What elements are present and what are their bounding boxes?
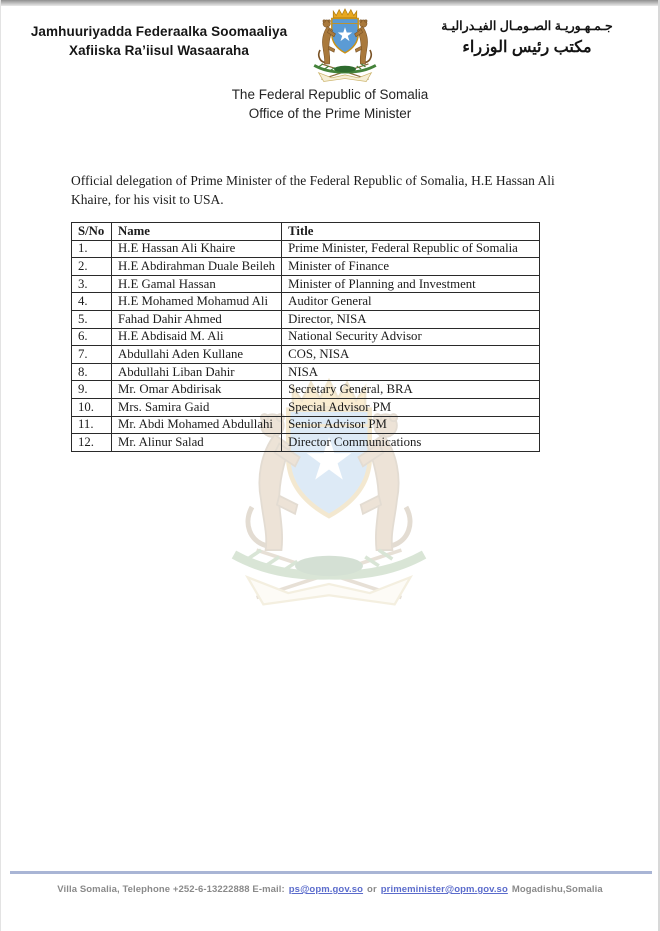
cell-name: Abdullahi Aden Kullane: [112, 346, 282, 364]
cell-title: Minister of Finance: [282, 258, 540, 276]
cell-sno: 11.: [72, 416, 112, 434]
footer-divider: [10, 871, 652, 874]
delegation-table-body: [72, 240, 540, 451]
table-row: [72, 275, 540, 293]
table-row: [72, 258, 540, 276]
photo-left-edge: [0, 0, 1, 931]
somali-title-line2: Xafiiska Ra’iisul Wasaaraha: [68, 43, 250, 58]
cell-name: H.E Abdisaid M. Ali: [112, 328, 282, 346]
table-row: [72, 328, 540, 346]
somalia-coat-of-arms-icon: [301, 8, 389, 89]
table-row: [72, 240, 540, 258]
cell-sno: 8.: [72, 363, 112, 381]
letterhead-somali-title: [28, 22, 290, 60]
header-sno: S/No: [72, 223, 112, 241]
cell-sno: 12.: [72, 434, 112, 452]
footer-contact-line: [0, 884, 660, 895]
photo-top-edge: [0, 0, 660, 6]
somali-title-line1: Jamhuuriyadda Federaalka Soomaaliya: [30, 24, 288, 39]
cell-title: Senior Advisor PM: [282, 416, 540, 434]
cell-name: Mr. Abdi Mohamed Abdullahi: [112, 416, 282, 434]
footer-email-link-pm[interactable]: primeminister@opm.gov.so: [380, 884, 508, 895]
table-row: [72, 398, 540, 416]
cell-sno: 6.: [72, 328, 112, 346]
table-row: [72, 310, 540, 328]
cell-sno: 1.: [72, 240, 112, 258]
cell-name: Fahad Dahir Ahmed: [112, 310, 282, 328]
cell-sno: 2.: [72, 258, 112, 276]
english-title-line1: The Federal Republic of Somalia: [231, 87, 429, 102]
cell-title: Minister of Planning and Investment: [282, 275, 540, 293]
table-row: [72, 416, 540, 434]
table-header-row: [72, 223, 540, 241]
cell-name: H.E Mohamed Mohamud Ali: [112, 293, 282, 311]
footer-text-mid: or: [367, 884, 377, 895]
cell-title: NISA: [282, 363, 540, 381]
cell-name: Mr. Omar Abdirisak: [112, 381, 282, 399]
cell-title: Auditor General: [282, 293, 540, 311]
cell-name: H.E Hassan Ali Khaire: [112, 240, 282, 258]
header-name: Name: [112, 223, 282, 241]
table-row: [72, 293, 540, 311]
cell-title: Special Advisor PM: [282, 398, 540, 416]
english-title-line2: Office of the Prime Minister: [248, 106, 412, 121]
arabic-title-line1: جـمـهـوريـة الصـومـال الفيـدراليـة: [441, 19, 613, 33]
cell-title: Director, NISA: [282, 310, 540, 328]
cell-title: Secretary General, BRA: [282, 381, 540, 399]
cell-name: Mrs. Samira Gaid: [112, 398, 282, 416]
cell-title: Director Communications: [282, 434, 540, 452]
letterhead-arabic-title: [398, 16, 656, 60]
intro-paragraph: Official delegation of Prime Minister of the Federal Republic of Somalia, H.E Hassan Ali Khaire, for his visit to USA.: [71, 173, 555, 207]
header-title: Title: [282, 223, 540, 241]
table-row: [72, 363, 540, 381]
cell-sno: 10.: [72, 398, 112, 416]
letterhead-english-title: [0, 85, 660, 123]
cell-title: COS, NISA: [282, 346, 540, 364]
cell-name: Abdullahi Liban Dahir: [112, 363, 282, 381]
table-row: [72, 381, 540, 399]
footer-email-link-ps[interactable]: ps@opm.gov.so: [288, 884, 364, 895]
cell-name: H.E Abdirahman Duale Beileh: [112, 258, 282, 276]
footer-text-pre: Villa Somalia, Telephone +252-6-13222888 E-mail:: [57, 884, 285, 895]
cell-sno: 5.: [72, 310, 112, 328]
delegation-table: [71, 222, 540, 452]
cell-title: Prime Minister, Federal Republic of Somalia: [282, 240, 540, 258]
cell-title: National Security Advisor: [282, 328, 540, 346]
table-row: [72, 434, 540, 452]
cell-name: H.E Gamal Hassan: [112, 275, 282, 293]
cell-sno: 4.: [72, 293, 112, 311]
cell-sno: 9.: [72, 381, 112, 399]
arabic-title-line2: مكتب رئيس الوزراء: [462, 39, 592, 56]
cell-name: Mr. Alinur Salad: [112, 434, 282, 452]
footer-text-post: Mogadishu,Somalia: [511, 884, 603, 895]
cell-sno: 3.: [72, 275, 112, 293]
cell-sno: 7.: [72, 346, 112, 364]
table-row: [72, 346, 540, 364]
